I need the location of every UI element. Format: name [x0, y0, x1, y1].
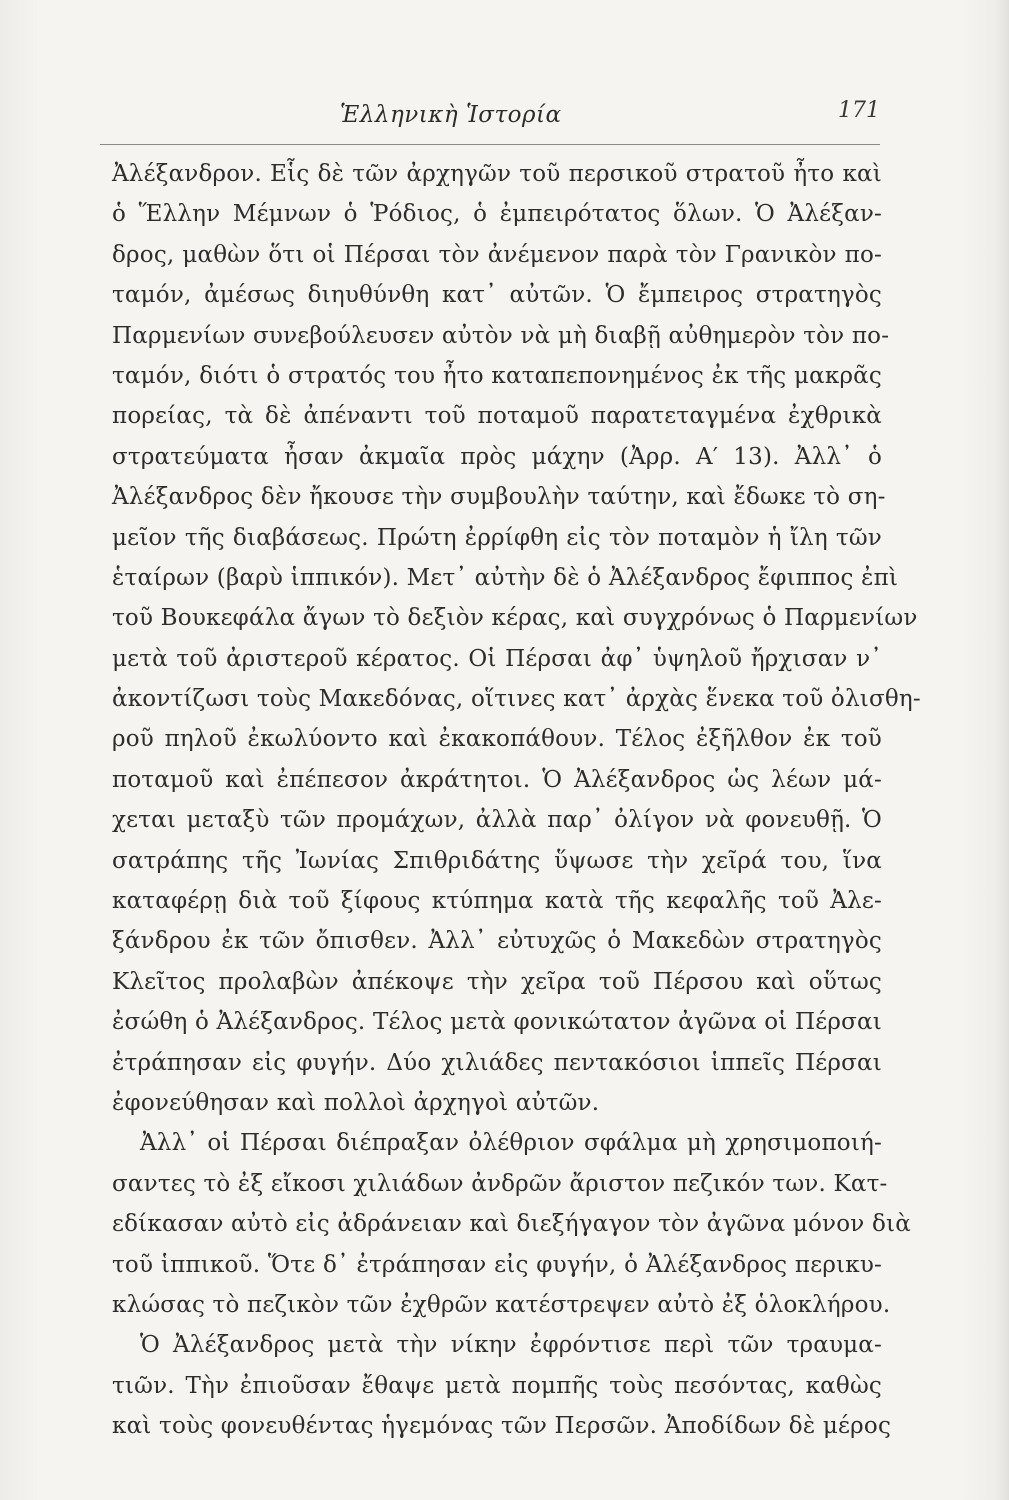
text-line: ὁ Ἕλλην Μέμνων ὁ Ῥόδιος, ὁ ἐμπειρότατος ὅλων. Ὁ Ἀλέξαν- [112, 201, 882, 228]
text-line: ξάνδρου ἐκ τῶν ὄπισθεν. Ἀλλ᾽ εὐτυχῶς ὁ Μακεδὼν στρατηγὸς [112, 928, 882, 955]
text-line: πορείας, τὰ δὲ ἀπέναντι τοῦ ποταμοῦ παρατεταγμένα ἐχθρικὰ [112, 403, 882, 430]
running-head [100, 92, 880, 142]
text-line: τοῦ Βουκεφάλα ἄγων τὸ δεξιὸν κέρας, καὶ συγχρόνως ὁ Παρμενίων [112, 605, 918, 632]
text-line: ἐφονεύθησαν καὶ πολλοὶ ἀρχηγοὶ αὐτῶν. [112, 1089, 600, 1116]
text-line: ἀκοντίζωσι τοὺς Μακεδόνας, οἵτινες κατ᾽ ἀρχὰς ἕνεκα τοῦ ὀλισθη- [112, 686, 921, 713]
text-line: ροῦ πηλοῦ ἐκωλύοντο καὶ ἐκακοπάθουν. Τέλος ἐξῆλθον ἐκ τοῦ [112, 726, 882, 753]
text-line: καταφέρῃ διὰ τοῦ ξίφους κτύπημα κατὰ τῆς κεφαλῆς τοῦ Ἀλε- [112, 888, 882, 915]
text-line: καὶ τοὺς φονευθέντας ἡγεμόνας τῶν Περσῶν. Ἀποδίδων δὲ μέρος [112, 1413, 892, 1440]
text-line: στρατεύματα ἦσαν ἀκμαῖα πρὸς μάχην (Ἀρρ. Α′ 13). Ἀλλ᾽ ὁ [112, 443, 882, 470]
text-line: χεται μεταξὺ τῶν προμάχων, ἀλλὰ παρ᾽ ὀλίγον νὰ φονευθῇ. Ὁ [112, 807, 882, 834]
text-line: ἑταίρων (βαρὺ ἱππικόν). Μετ᾽ αὐτὴν δὲ ὁ Ἀλέξανδρος ἔφιππος ἐπὶ [112, 564, 899, 591]
text-line: μεῖον τῆς διαβάσεως. Πρώτη ἐρρίφθη εἰς τὸν ποταμὸν ἡ ἴλη τῶν [112, 524, 882, 551]
text-line: τοῦ ἱππικοῦ. Ὅτε δ᾽ ἐτράπησαν εἰς φυγήν, ὁ Ἀλέξανδρος περικυ- [112, 1251, 882, 1278]
text-line: ποταμοῦ καὶ ἐπέπεσον ἀκράτητοι. Ὁ Ἀλέξανδρος ὡς λέων μά- [112, 766, 882, 793]
running-head-title: Ἑλληνικὴ Ἱστορία [340, 102, 562, 128]
text-line: σαντες τὸ ἐξ εἴκοσι χιλιάδων ἀνδρῶν ἄριστον πεζικόν των. Κατ- [112, 1170, 888, 1197]
body-text [112, 154, 921, 1447]
text-line: δρος, μαθὼν ὅτι οἱ Πέρσαι τὸν ἀνέμενον παρὰ τὸν Γρανικὸν πο- [112, 241, 882, 268]
text-line: Παρμενίων συνεβούλευσεν αὐτὸν νὰ μὴ διαβῇ αὐθημερὸν τὸν πο- [112, 322, 890, 349]
page-edge [995, 0, 1009, 1500]
text-line: ταμόν, διότι ὁ στρατός του ἦτο καταπεπονημένος ἐκ τῆς μακρᾶς [112, 362, 882, 389]
header-rule [100, 144, 880, 145]
text-line: σατράπης τῆς Ἰωνίας Σπιθριδάτης ὕψωσε τὴν χεῖρά του, ἵνα [112, 847, 882, 874]
text-line: ταμόν, ἀμέσως διηυθύνθη κατ᾽ αὐτῶν. Ὁ ἔμπειρος στρατηγὸς [112, 282, 882, 309]
text-line: ἐτράπησαν εἰς φυγήν. Δύο χιλιάδες πεντακόσιοι ἱππεῖς Πέρσαι [112, 1049, 882, 1076]
text-line: κλώσας τὸ πεζικὸν τῶν ἐχθρῶν κατέστρεψεν αὐτὸ ἐξ ὁλοκλήρου. [112, 1291, 891, 1318]
text-line: μετὰ τοῦ ἀριστεροῦ κέρατος. Οἱ Πέρσαι ἀφ᾽ ὑψηλοῦ ἤρχισαν ν᾽ [112, 645, 882, 672]
text-line: τιῶν. Τὴν ἐπιοῦσαν ἔθαψε μετὰ πομπῆς τοὺς πεσόντας, καθὼς [112, 1372, 882, 1399]
text-line: Ἀλέξανδρος δὲν ἤκουσε τὴν συμβουλὴν ταύτην, καὶ ἔδωκε τὸ ση- [112, 484, 886, 511]
text-line: εδίκασαν αὐτὸ εἰς ἀδράνειαν καὶ διεξήγαγον τὸν ἀγῶνα μόνον διὰ [112, 1211, 911, 1238]
text-line: Ἀλλ᾽ οἱ Πέρσαι διέπραξαν ὀλέθριον σφάλμα μὴ χρησιμοποιή- [140, 1130, 882, 1157]
text-line: ἐσώθη ὁ Ἀλέξανδρος. Τέλος μετὰ φονικώτατον ἀγῶνα οἱ Πέρσαι [112, 1009, 882, 1036]
text-line: Ὁ Ἀλέξανδρος μετὰ τὴν νίκην ἐφρόντισε περὶ τῶν τραυμα- [140, 1332, 882, 1359]
text-line: Ἀλέξανδρον. Εἷς δὲ τῶν ἀρχηγῶν τοῦ περσικοῦ στρατοῦ ἦτο καὶ [112, 161, 882, 187]
text-line: Κλεῖτος προλαβὼν ἀπέκοψε τὴν χεῖρα τοῦ Πέρσου καὶ οὕτως [112, 968, 882, 995]
page-number: 171 [838, 98, 880, 123]
